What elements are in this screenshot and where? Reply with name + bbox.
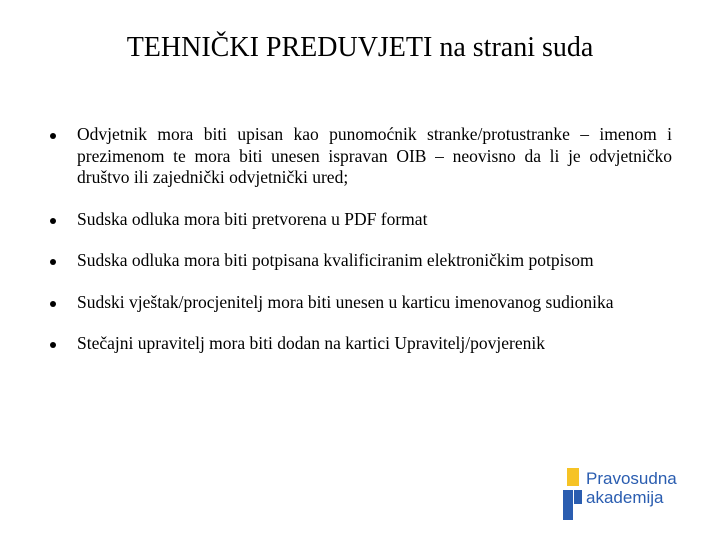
bullet-item (48, 333, 672, 355)
bullet-item (48, 250, 672, 272)
bullet-dot-icon (50, 259, 56, 265)
logo-yellow-block (567, 468, 579, 486)
bullet-item (48, 209, 672, 231)
bullet-text: Sudska odluka mora biti pretvorena u PDF format (77, 208, 428, 229)
logo-mark-icon (563, 466, 583, 522)
logo-line-1: Pravosudna (586, 469, 677, 488)
logo-blue-block-small (574, 490, 582, 504)
bullet-dot-icon (50, 301, 56, 307)
logo-blue-block (563, 490, 573, 520)
bullet-text: Sudska odluka mora biti potpisana kvalificiranim elektroničkim potpisom (77, 250, 594, 270)
bullet-dot-icon (50, 218, 56, 224)
logo-line-2: akademija (586, 488, 664, 507)
bullet-list (48, 124, 672, 375)
bullet-item (48, 292, 672, 314)
logo-text (586, 469, 677, 507)
pravosudna-akademija-logo (563, 466, 693, 522)
bullet-text: Stečajni upravitelj mora biti dodan na kartici Upravitelj/povjerenik (77, 333, 545, 353)
bullet-item (48, 124, 672, 189)
bullet-text: Odvjetnik mora biti upisan kao punomoćnik stranke/protustranke – imenom i prezimenom te mora biti unesen ispravan OIB – neovisno da li je odvjetničko društvo ili zajednički odvjetnički ured; (77, 124, 672, 187)
bullet-text: Sudski vještak/procjenitelj mora biti unesen u karticu imenovanog sudionika (77, 291, 614, 312)
bullet-dot-icon (50, 133, 56, 139)
slide-title: TEHNIČKI PREDUVJETI na strani suda (126, 32, 594, 63)
bullet-dot-icon (50, 342, 56, 348)
